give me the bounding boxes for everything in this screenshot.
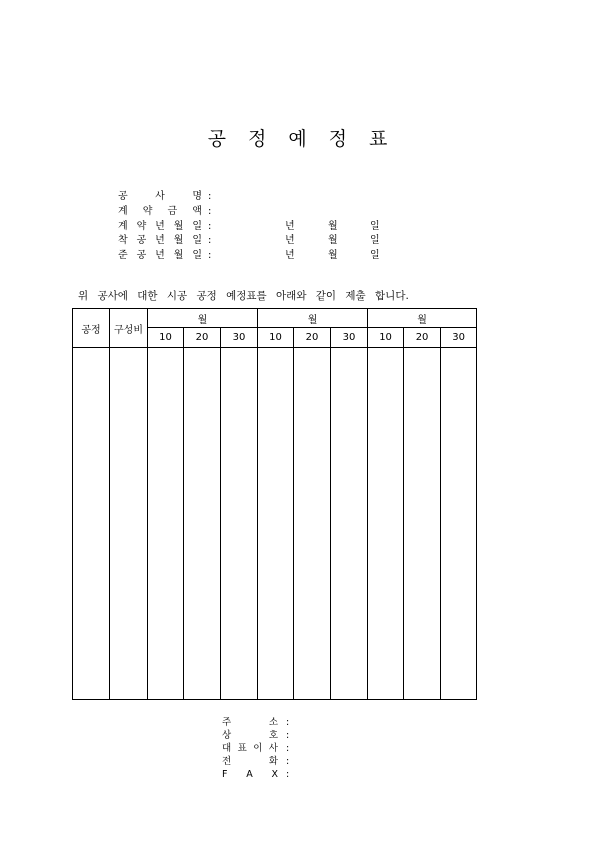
table-cell[interactable] <box>441 348 477 700</box>
label-char: 공 <box>118 191 128 202</box>
schedule-table <box>72 308 477 700</box>
label-char: 계 <box>118 206 128 217</box>
unit-year: 년 <box>285 221 295 232</box>
label-char: 호 <box>268 730 278 741</box>
footer-colon: : <box>286 769 290 780</box>
unit-month: 월 <box>328 235 338 246</box>
footer-colon: : <box>286 743 290 754</box>
label-char: 공 <box>136 235 147 246</box>
label-char: 월 <box>173 221 184 232</box>
header-row-months <box>73 309 477 328</box>
label-char: 이 <box>253 743 263 754</box>
label-char: 대 <box>222 743 232 754</box>
table-cell[interactable] <box>148 348 184 700</box>
unit-day: 일 <box>370 250 380 261</box>
header-process: 공정 <box>73 309 110 348</box>
unit-year: 년 <box>285 250 295 261</box>
label-char: 약 <box>142 206 153 217</box>
title-char: 정 <box>328 128 348 150</box>
label-char: 년 <box>155 235 165 246</box>
header-day: 30 <box>221 328 258 348</box>
label-char: 주 <box>222 717 232 728</box>
unit-year: 년 <box>285 235 295 246</box>
table-cell[interactable] <box>331 348 368 700</box>
table-body-row <box>73 348 477 700</box>
header-day: 20 <box>404 328 441 348</box>
title-char: 정 <box>247 128 267 150</box>
label-char: 액 <box>192 206 202 217</box>
header-month: 월 <box>258 309 368 328</box>
footer-label <box>222 768 278 781</box>
table-cell[interactable] <box>294 348 331 700</box>
header-day: 20 <box>294 328 331 348</box>
title-char: 표 <box>369 128 388 150</box>
info-label <box>118 234 202 248</box>
header-day: 20 <box>184 328 221 348</box>
label-char: 년 <box>155 250 165 261</box>
info-label <box>118 249 202 263</box>
footer-colon: : <box>286 730 290 741</box>
table-cell[interactable] <box>404 348 441 700</box>
label-char: 화 <box>268 756 278 767</box>
title-char: 공 <box>207 128 226 150</box>
label-char: 표 <box>237 743 247 754</box>
label-char: 월 <box>173 235 184 246</box>
table-cell[interactable] <box>110 348 148 700</box>
label-char: 명 <box>192 191 202 202</box>
header-month: 월 <box>148 309 258 328</box>
label-char: 전 <box>222 756 232 767</box>
title-char: 예 <box>288 128 307 150</box>
label-char: 상 <box>222 730 232 741</box>
label-char: A <box>246 769 253 780</box>
label-char: 소 <box>268 717 278 728</box>
unit-day: 일 <box>370 221 380 232</box>
unit-day: 일 <box>370 235 380 246</box>
label-char: 사 <box>155 191 165 202</box>
table-cell[interactable] <box>258 348 294 700</box>
info-colon: : <box>208 206 212 217</box>
label-char: 계 <box>118 221 128 232</box>
info-colon: : <box>208 221 212 232</box>
footer-label <box>222 729 278 742</box>
footer-colon: : <box>286 756 290 767</box>
label-char: 금 <box>167 206 178 217</box>
label-char: 공 <box>136 250 147 261</box>
info-colon: : <box>208 235 212 246</box>
label-char: 사 <box>268 743 278 754</box>
document-title <box>0 124 595 151</box>
info-colon: : <box>208 250 212 261</box>
label-char: X <box>271 769 278 780</box>
footer-label <box>222 716 278 729</box>
label-char: 월 <box>173 250 184 261</box>
label-char: 년 <box>155 221 165 232</box>
header-day: 10 <box>368 328 404 348</box>
footer-label <box>222 742 278 755</box>
label-char: 일 <box>192 250 202 261</box>
table-cell[interactable] <box>221 348 258 700</box>
table-cell[interactable] <box>73 348 110 700</box>
label-char: 일 <box>192 221 202 232</box>
footer-colon: : <box>286 717 290 728</box>
submission-sentence: 위 공사에 대한 시공 공정 예정표를 아래와 같이 제출 합니다. <box>78 290 409 302</box>
label-char: F <box>222 769 228 780</box>
header-month: 월 <box>368 309 477 328</box>
info-label <box>118 205 202 219</box>
unit-month: 월 <box>328 221 338 232</box>
header-ratio: 구성비 <box>110 309 148 348</box>
label-char: 착 <box>118 235 128 246</box>
header-day: 30 <box>331 328 368 348</box>
header-day: 10 <box>258 328 294 348</box>
info-label <box>118 220 202 234</box>
table-cell[interactable] <box>184 348 221 700</box>
table-cell[interactable] <box>368 348 404 700</box>
header-day: 30 <box>441 328 477 348</box>
header-day: 10 <box>148 328 184 348</box>
label-char: 일 <box>192 235 202 246</box>
label-char: 약 <box>136 221 147 232</box>
unit-month: 월 <box>328 250 338 261</box>
label-char: 준 <box>118 250 128 261</box>
info-colon: : <box>208 191 212 202</box>
footer-label <box>222 755 278 768</box>
info-label <box>118 190 202 204</box>
